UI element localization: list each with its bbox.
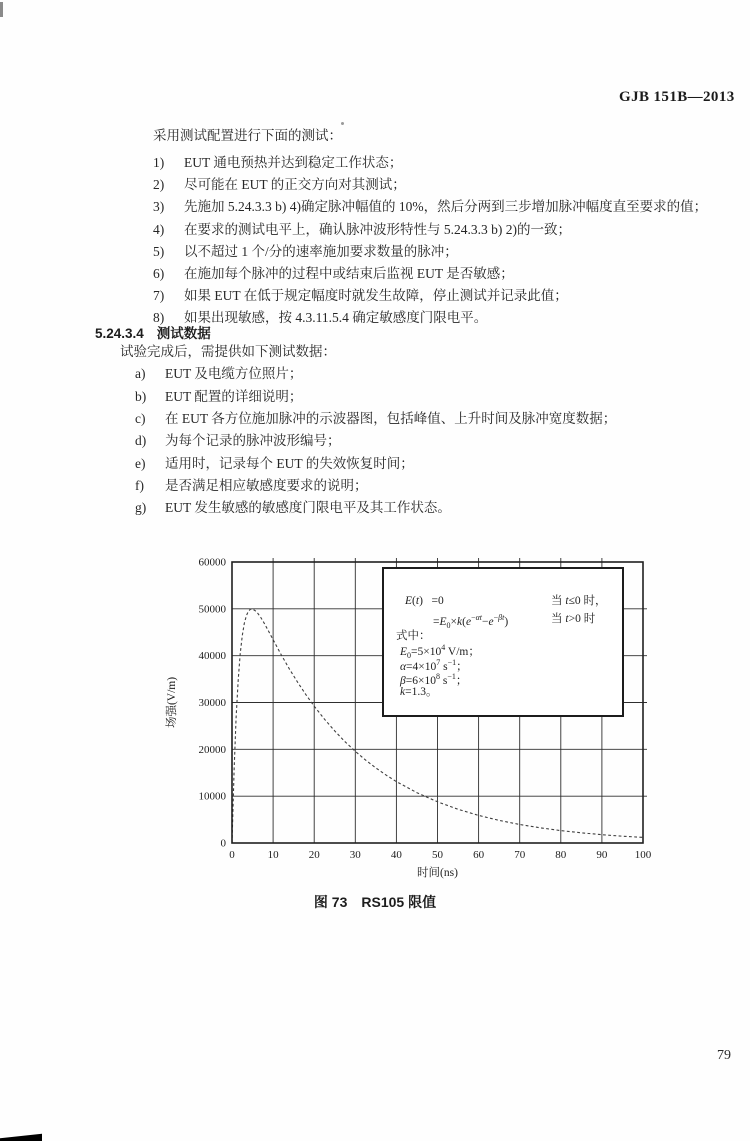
formula-condition1: 当 t≤0 时，: [551, 595, 607, 607]
x-tick-label: 40: [390, 849, 402, 861]
formula-line2: $=E_0\times k(e^{-\alpha t}-e^{-\beta t})$: [433, 613, 509, 631]
x-tick-label: 80: [555, 849, 567, 861]
numbered-item-4: [153, 223, 571, 237]
item-number: 7): [153, 288, 165, 303]
x-tick-label: 0: [229, 849, 235, 861]
lettered-item-b: [135, 390, 302, 404]
numbered-item-6: [153, 267, 514, 281]
item-letter: d): [135, 433, 147, 448]
item-number: 8): [153, 310, 165, 325]
item-text: 如果出现敏感，按 4.3.11.5.4 确定敏感度门限电平。: [184, 310, 488, 325]
item-text: 先施加 5.24.3.3 b) 4)确定脉冲幅值的 10%，然后分两到三步增加脉冲幅度直至要求的值；: [184, 199, 708, 214]
lettered-item-d: [135, 434, 341, 448]
item-text: 适用时，记录每个 EUT 的失效恢复时间；: [165, 456, 414, 471]
item-text: 在施加每个脉冲的过程中或结束后监视 EUT 是否敏感；: [184, 266, 514, 281]
numbered-item-5: [153, 245, 458, 259]
y-tick-label: 50000: [198, 603, 226, 616]
numbered-item-3: [153, 200, 707, 214]
item-letter: c): [135, 411, 146, 426]
numbered-item-7: [153, 289, 568, 303]
item-number: 5): [153, 244, 165, 259]
lettered-item-e: [135, 457, 414, 471]
formula-param-k: k=1.3。: [400, 686, 438, 698]
item-number: 1): [153, 155, 165, 170]
item-text: EUT 配置的详细说明；: [165, 389, 303, 404]
figure-caption: 图 73 RS105 限值: [313, 894, 437, 910]
x-tick-label: 30: [349, 849, 361, 861]
item-text: 尽可能在 EUT 的正交方向对其测试；: [184, 177, 406, 192]
intro-paragraph: 采用测试配置进行下面的测试：: [153, 128, 342, 143]
y-tick-label: 10000: [198, 790, 226, 803]
x-tick-label: 10: [267, 849, 279, 861]
page-number: 79: [717, 1048, 731, 1063]
y-tick-label: 30000: [198, 697, 226, 709]
item-number: 6): [153, 266, 165, 281]
scan-artifact-top-left: [0, 2, 3, 17]
item-text: 是否满足相应敏感度要求的说明；: [165, 478, 368, 493]
section-number: 5.24.3.4: [95, 326, 144, 341]
formula-condition2: 当 t>0 时: [551, 613, 596, 625]
item-letter: g): [135, 500, 147, 515]
formula-param-e0: $E_0=5\times 10^4$ V/m；: [400, 643, 480, 661]
formula-box: [382, 567, 624, 717]
lettered-item-g: [135, 501, 451, 515]
item-letter: a): [135, 366, 146, 381]
section-heading: [95, 327, 211, 341]
item-letter: e): [135, 456, 146, 471]
formula-where-label: 式中：: [396, 630, 431, 642]
x-tick-label: 70: [514, 849, 526, 861]
lettered-item-f: [135, 479, 368, 493]
standard-number-header: GJB 151B—2013: [619, 89, 735, 105]
scan-artifact-dot: [341, 122, 344, 125]
y-axis-title: 场强(V/m): [166, 676, 178, 729]
y-tick-label: 40000: [198, 650, 226, 663]
item-text: 以不超过 1 个/分的速率施加要求数量的脉冲；: [184, 244, 458, 259]
formula-param-beta: $\beta=6\times 10^8$ $s^{-1}$；: [400, 672, 468, 687]
numbered-item-2: [153, 178, 406, 192]
lettered-item-c: [135, 412, 616, 426]
item-text: 如果 EUT 在低于规定幅度时就发生故障，停止测试并记录此值；: [184, 288, 568, 303]
item-number: 3): [153, 199, 165, 214]
x-tick-label: 50: [432, 849, 443, 861]
section-title: 测试数据: [156, 326, 211, 341]
item-text: EUT 通电预热并达到稳定工作状态；: [184, 155, 403, 170]
item-letter: b): [135, 389, 147, 404]
item-letter: f): [135, 478, 144, 493]
item-text: 在 EUT 各方位施加脉冲的示波器图，包括峰值、上升时间及脉冲宽度数据；: [165, 411, 617, 426]
numbered-item-1: [153, 156, 402, 170]
item-text: 为每个记录的脉冲波形编号；: [165, 433, 341, 448]
x-tick-label: 90: [596, 849, 608, 861]
y-tick-label: 0: [220, 837, 226, 850]
data-paragraph: 试验完成后，需提供如下测试数据：: [120, 344, 336, 359]
y-tick-label: 60000: [198, 556, 226, 569]
y-tick-label: 20000: [198, 743, 226, 756]
item-text: 在要求的测试电平上，确认脉冲波形特性与 5.24.3.3 b) 2)的一致；: [184, 222, 571, 237]
item-number: 2): [153, 177, 165, 192]
x-tick-label: 60: [473, 849, 485, 861]
item-text: EUT 发生敏感的敏感度门限电平及其工作状态。: [165, 500, 451, 515]
formula-param-alpha: $\alpha=4\times 10^7$ $s^{-1}$；: [400, 658, 468, 673]
numbered-item-8: [153, 311, 487, 325]
x-tick-label: 100: [634, 849, 652, 861]
lettered-item-a: [135, 367, 302, 381]
formula-line1: E(t) =0: [405, 595, 444, 607]
x-axis-title: 时间(ns): [417, 867, 458, 879]
scan-artifact-bottom-left: [0, 1133, 42, 1141]
item-text: EUT 及电缆方位照片；: [165, 366, 303, 381]
item-number: 4): [153, 222, 165, 237]
x-tick-label: 20: [308, 849, 320, 861]
